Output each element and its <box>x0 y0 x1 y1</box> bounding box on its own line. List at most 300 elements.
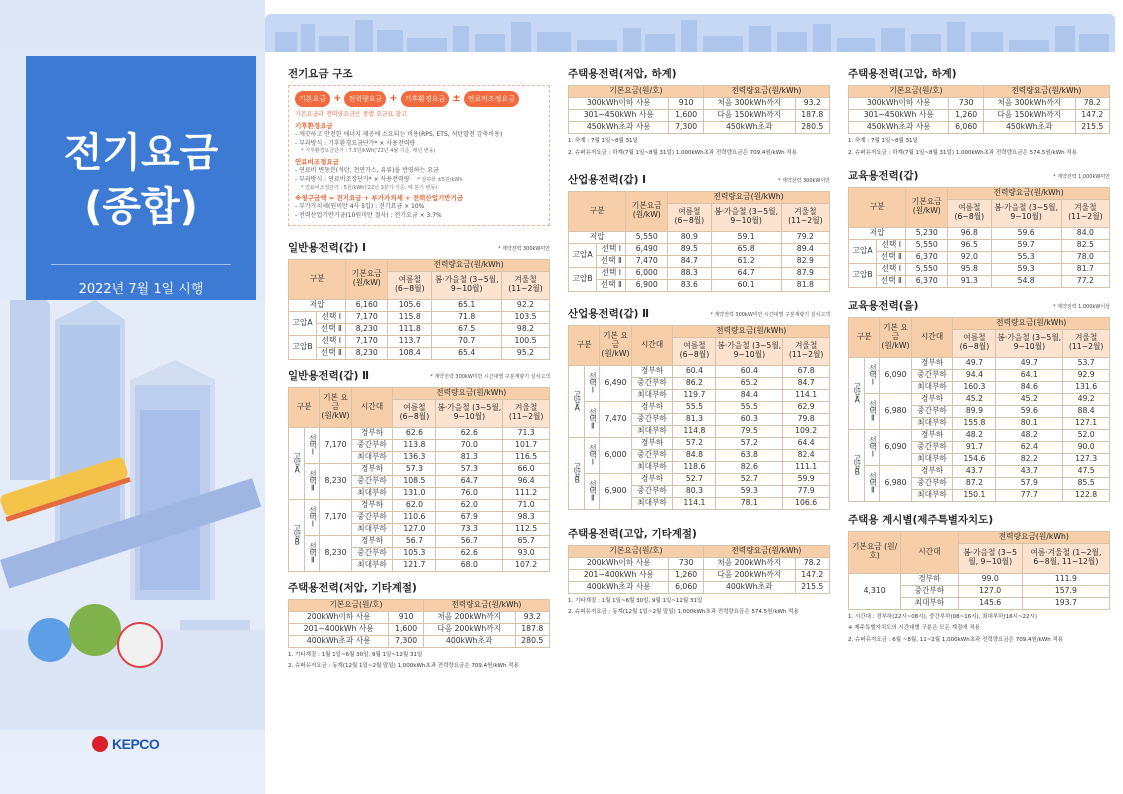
rate-table <box>568 545 830 594</box>
section-heading <box>848 66 1110 81</box>
effective-date: 2022년 7월 1일 시행 <box>78 282 204 297</box>
base-cell: 6,980 <box>880 393 911 429</box>
table-row <box>289 427 550 439</box>
footnote: 1. 하계 : 7월 1일~8월 31일 <box>848 138 918 144</box>
table-cell: 280.5 <box>515 635 549 647</box>
city-illustration <box>0 300 265 730</box>
header-summer: 여름철 (6~8월) <box>948 199 991 227</box>
ind-a2-section <box>568 306 830 510</box>
rate-cell: 49.7 <box>996 357 1063 369</box>
table-row <box>289 299 550 311</box>
rate-cell: 82.5 <box>1061 239 1109 251</box>
rate-cell: 중간부하 <box>631 377 673 389</box>
table-cell: 7,300 <box>669 122 703 134</box>
rate-cell: 92.9 <box>1063 369 1110 381</box>
table-cell: 처음 200kWh까지 <box>703 557 795 569</box>
rate-cell: 64.7 <box>436 475 503 487</box>
fuel-title: 연료비조정요금 <box>295 157 339 166</box>
rate-cell: 89.9 <box>953 405 996 417</box>
footnote: 2. 슈퍼유저요금 : 동계(12월 1일~2월 말일) 1,000kWh초과 전력량요금은 574.5원/kWh 적용 <box>568 609 799 616</box>
cover-title <box>26 126 256 234</box>
header-spring: 봄·가을철 (3~5월, 9~10월) <box>958 543 1022 573</box>
rate-cell: 경부하 <box>351 499 393 511</box>
table-cell: 7,300 <box>389 635 423 647</box>
kepco-mark-icon <box>92 736 108 752</box>
fuel-l2b: * 상하한 ±5원/kWh <box>417 176 463 183</box>
rate-cell: 88.4 <box>1063 405 1110 417</box>
select-cell: 선택Ⅱ <box>304 463 320 499</box>
edu-a-section <box>848 168 1110 288</box>
logo-text: KEPCO <box>112 736 160 752</box>
base-cell: 6,490 <box>600 365 631 401</box>
table-row <box>289 311 550 323</box>
header-spring: 봄·가을철 (3~5월, 9~10월) <box>432 271 502 299</box>
rate-cell: 85.5 <box>1063 477 1110 489</box>
table-row <box>569 255 830 267</box>
table-cell: 처음 300kWh까지 <box>983 98 1075 110</box>
rate-cell: 82.6 <box>716 461 783 473</box>
chip-climate: 기후환경요금 <box>401 91 450 107</box>
header-energy: 전력량요금(원/kWh) <box>953 317 1110 329</box>
table-row <box>289 535 550 547</box>
heading-text: 일반용전력(갑) Ⅱ <box>288 369 370 382</box>
rate-cell: 136.3 <box>393 451 436 463</box>
heading-note: * 계약전력 300kW미만 시간대별 구분계량기 설치고객 <box>710 311 830 318</box>
rate-cell: 84.0 <box>1061 227 1109 239</box>
table-cell: 730 <box>669 557 703 569</box>
table-row <box>849 573 1110 585</box>
table-row <box>289 611 550 623</box>
table-row <box>849 263 1110 275</box>
rate-cell: 91.3 <box>948 275 991 287</box>
group-cell: 고압B <box>569 267 597 291</box>
heading-text: 주택용전력(고압, 하계) <box>848 68 957 80</box>
table-cell: 301~450kWh 사용 <box>849 110 949 122</box>
table-row <box>849 275 1110 287</box>
header-winter: 겨울철 (11~2월) <box>1061 199 1109 227</box>
header-row <box>289 387 550 399</box>
table-cell: 다음 200kWh까지 <box>703 569 795 581</box>
footnote: 2. 슈퍼유저요금 : 동계(12월 1일~2월 말일) 1,000kWh초과 전력량요금은 709.4원/kWh 적용 <box>288 663 519 670</box>
table-cell: 187.8 <box>515 623 549 635</box>
header-type: 구분 <box>849 317 880 357</box>
rate-cell: 157.9 <box>1022 585 1109 597</box>
base-cell: 6,000 <box>600 437 631 473</box>
rate-cell: 84.4 <box>716 389 783 401</box>
climate-l2: - 부과방식 : 기후환경요금단가* × 사용전력량 <box>295 139 416 147</box>
header-base: 기본 요금 (원/kW) <box>320 387 351 427</box>
select-cell: 선택Ⅰ <box>864 429 880 465</box>
rate-cell: 경부하 <box>351 463 393 475</box>
heading-note: * 계약전력 1,000kW이상 <box>1053 303 1110 310</box>
rate-cell: 52.7 <box>716 473 783 485</box>
rate-cell: 최대부하 <box>351 559 393 571</box>
rate-cell: 52.0 <box>1063 429 1110 441</box>
table-row <box>569 122 830 134</box>
header-row <box>569 325 830 337</box>
rate-cell: 145.6 <box>958 597 1022 609</box>
base-cell: 6,000 <box>626 267 668 279</box>
table-row <box>569 401 830 413</box>
header-time: 시간대 <box>631 325 673 365</box>
rate-cell: 최대부하 <box>631 497 673 509</box>
base-cell: 6,980 <box>880 465 911 501</box>
rate-cell: 108.5 <box>393 475 436 487</box>
header-type: 구분 <box>569 191 626 231</box>
rate-cell: 경부하 <box>901 573 958 585</box>
bill-l1: - 부가가치세(원미만 4사 5입) : 전기요금 × 10% <box>295 203 425 211</box>
rate-table <box>288 599 550 648</box>
rate-cell: 131.0 <box>393 487 436 499</box>
rate-cell: 113.8 <box>393 439 436 451</box>
rate-cell: 경부하 <box>351 535 393 547</box>
table-row <box>569 267 830 279</box>
header-winter: 겨울철 (11~2월) <box>781 203 829 231</box>
rate-cell: 82.4 <box>783 449 830 461</box>
table-cell: 201~400kWh 사용 <box>569 569 669 581</box>
select-cell: 선택Ⅱ <box>864 393 880 429</box>
rate-cell: 109.2 <box>783 425 830 437</box>
res-high-summer-section <box>848 66 1110 158</box>
header-row <box>849 531 1110 543</box>
rate-cell: 98.3 <box>503 511 550 523</box>
rate-cell: 127.0 <box>958 585 1022 597</box>
kepco-logo <box>92 736 159 752</box>
heading-text: 일반용전력(갑) Ⅰ <box>288 241 367 254</box>
rate-cell: 최대부하 <box>911 381 953 393</box>
footnote: 1. 기타계절 : 1월 1일~6월 30일, 9월 1일~12월 31일 <box>288 651 423 658</box>
table-row <box>289 635 550 647</box>
rate-cell: 52.7 <box>673 473 716 485</box>
rate-cell: 48.2 <box>953 429 996 441</box>
rate-cell: 112.5 <box>503 523 550 535</box>
rate-cell: 108.4 <box>388 347 432 359</box>
select-cell: 선택 Ⅱ <box>317 323 346 335</box>
base-cell: 4,310 <box>849 573 901 609</box>
table-row <box>849 393 1110 405</box>
rate-cell: 127.1 <box>1063 417 1110 429</box>
table-cell: 400kWh초과 사용 <box>569 581 669 593</box>
group-cell: 고압B <box>569 437 585 509</box>
base-cell: 6,370 <box>906 275 948 287</box>
table-cell: 450kWh초과 사용 <box>569 122 669 134</box>
table-cell: 910 <box>669 98 703 110</box>
table-cell: 730 <box>949 98 983 110</box>
rate-cell: 122.8 <box>1063 489 1110 501</box>
rate-cell: 61.2 <box>711 255 781 267</box>
cover-panel <box>0 0 265 794</box>
select-cell: 선택 Ⅱ <box>877 251 906 263</box>
structure-heading: 전기요금 구조 <box>288 68 353 80</box>
table-cell: 78.2 <box>1075 98 1109 110</box>
rate-cell: 100.5 <box>501 335 549 347</box>
header-spring: 봄·가을철 (3~5월, 9~10월) <box>996 329 1063 357</box>
rate-cell: 56.7 <box>393 535 436 547</box>
rate-cell: 49.7 <box>953 357 996 369</box>
base-cell: 8,230 <box>346 323 388 335</box>
heading-text: 주택용 계시별(제주특별자치도) <box>848 513 994 526</box>
header-energy: 전력량요금(원/kWh) <box>983 86 1109 98</box>
header-energy: 전력량요금(원/kWh) <box>393 387 550 399</box>
rate-cell: 중간부하 <box>911 441 953 453</box>
rate-cell: 114.1 <box>783 389 830 401</box>
rate-cell: 90.0 <box>1063 441 1110 453</box>
header-base: 기본요금(원/호) <box>849 86 984 98</box>
table-row <box>289 347 550 359</box>
rate-cell: 43.7 <box>953 465 996 477</box>
rate-cell: 78.1 <box>716 497 783 509</box>
rate-cell: 81.8 <box>781 279 829 291</box>
base-cell: 6,900 <box>626 279 668 291</box>
section-heading <box>848 298 1110 313</box>
rate-cell: 99.0 <box>958 573 1022 585</box>
select-cell: 선택Ⅰ <box>864 357 880 393</box>
header-energy: 전력량요금(원/kWh) <box>673 325 830 337</box>
rate-cell: 60.4 <box>673 365 716 377</box>
rate-cell: 95.2 <box>501 347 549 359</box>
ind-a1-section <box>568 172 830 292</box>
rate-cell: 89.4 <box>781 243 829 255</box>
rate-cell: 87.9 <box>781 267 829 279</box>
skyline-banner <box>265 14 1115 52</box>
rate-cell: 118.6 <box>673 461 716 473</box>
table-cell: 400kWh초과 <box>423 635 515 647</box>
select-cell: 선택Ⅰ <box>304 499 320 535</box>
rate-cell: 79.5 <box>716 425 783 437</box>
rate-cell: 84.8 <box>673 449 716 461</box>
rate-cell: 64.7 <box>711 267 781 279</box>
rate-cell: 68.0 <box>436 559 503 571</box>
rate-cell: 47.5 <box>1063 465 1110 477</box>
rate-cell: 87.2 <box>953 477 996 489</box>
header-time: 시간대 <box>351 387 393 427</box>
column-1 <box>288 66 550 671</box>
rate-cell: 111.8 <box>388 323 432 335</box>
rate-cell: 최대부하 <box>631 425 673 437</box>
op-1: + <box>333 92 342 104</box>
rate-cell: 93.0 <box>503 547 550 559</box>
bill-title: ※청구금액 = 전기요금 + 부가가치세 + 전력산업기반기금 <box>295 193 464 202</box>
title-line-2: (종합) <box>84 184 198 230</box>
header-energy: 전력량요금(원/kWh) <box>423 599 549 611</box>
table-row <box>569 279 830 291</box>
header-base: 기본 요금 (원/kW) <box>600 325 631 365</box>
table-row <box>289 499 550 511</box>
rate-table <box>848 317 1110 502</box>
header-energy: 전력량요금(원/kWh) <box>958 531 1109 543</box>
group-cell: 고압A <box>289 311 317 335</box>
rate-cell: 79.8 <box>783 413 830 425</box>
base-cell: 6,090 <box>880 357 911 393</box>
rate-cell: 84.6 <box>996 381 1063 393</box>
structure-line1: 기본요금과 전력량요금은 종별 요금표 참고 <box>295 111 407 118</box>
section-heading <box>568 66 830 81</box>
group-cell: 고압A <box>849 357 865 429</box>
table-cell: 215.5 <box>795 581 829 593</box>
rate-cell: 중간부하 <box>351 511 393 523</box>
header-type: 구분 <box>289 387 320 427</box>
gen-a2-section <box>288 368 550 572</box>
cover-title-block <box>26 56 256 314</box>
rate-cell: 57.2 <box>716 437 783 449</box>
bill-l2: - 전력산업기반기금(10원미만 절사) : 전기요금 × 3.7% <box>295 211 442 219</box>
table-cell: 300kWh이하 사용 <box>849 98 949 110</box>
header-spring: 봄·가을철 (3~5월, 9~10월) <box>716 337 783 365</box>
rate-cell: 경부하 <box>631 401 673 413</box>
header-summer: 여름철 (6~8월) <box>668 203 711 231</box>
header-winter: 겨울철 (11~2월) <box>501 271 549 299</box>
rate-cell: 62.6 <box>393 427 436 439</box>
rate-cell: 92.2 <box>501 299 549 311</box>
base-cell: 5,230 <box>906 227 948 239</box>
rate-cell: 106.6 <box>783 497 830 509</box>
header-base: 기본요금(원/호) <box>569 86 704 98</box>
select-cell: 선택Ⅱ <box>584 401 600 437</box>
table-cell: 450kWh초과 사용 <box>849 122 949 134</box>
rate-cell: 중간부하 <box>631 449 673 461</box>
rate-cell: 57.9 <box>996 477 1063 489</box>
group-cell: 고압B <box>289 499 305 571</box>
rate-cell: 71.0 <box>503 499 550 511</box>
table-row <box>849 251 1110 263</box>
rate-cell: 80.1 <box>996 417 1063 429</box>
select-cell: 선택 Ⅰ <box>597 267 626 279</box>
section-heading <box>568 306 830 321</box>
rate-table <box>848 187 1110 288</box>
heading-text: 산업용전력(갑) Ⅰ <box>568 173 647 186</box>
rate-cell: 경부하 <box>351 427 393 439</box>
heading-text: 주택용전력(저압, 기타계절) <box>288 581 417 594</box>
rate-cell: 96.8 <box>948 227 991 239</box>
header-winter: 겨울철 (11~2월) <box>1063 329 1110 357</box>
rate-cell: 63.8 <box>716 449 783 461</box>
table-cell: 910 <box>389 611 423 623</box>
table-row <box>569 437 830 449</box>
table-cell: 6,060 <box>949 122 983 134</box>
table-row <box>569 231 830 243</box>
rate-cell: 최대부하 <box>911 453 953 465</box>
header-type: 구분 <box>289 259 346 299</box>
table-row <box>849 239 1110 251</box>
column-2 <box>568 66 830 617</box>
table-row <box>849 429 1110 441</box>
rate-cell: 92.0 <box>948 251 991 263</box>
header-winter: 겨울철 (11~2월) <box>783 337 830 365</box>
header-base: 기본요금 (원/kW) <box>906 187 948 227</box>
table-row <box>289 323 550 335</box>
res-low-other-section <box>288 580 550 672</box>
select-cell: 선택 Ⅰ <box>317 311 346 323</box>
fuel-l2: - 부과방식 : 연료비조정단가* × 사용전력량 <box>295 175 410 183</box>
table-cell: 93.2 <box>515 611 549 623</box>
rate-cell: 59.1 <box>711 231 781 243</box>
section-heading <box>848 168 1110 183</box>
rate-cell: 111.1 <box>783 461 830 473</box>
rate-cell: 중간부하 <box>351 439 393 451</box>
rate-cell: 60.1 <box>711 279 781 291</box>
section-heading <box>288 580 550 595</box>
select-cell: 선택 Ⅰ <box>877 239 906 251</box>
footnote: 2. 슈퍼유저요금 : 6월 ~8월, 11~2월 1,000kWh초과 전력량요금은 709.4원/kWh 적용 <box>848 637 1064 644</box>
rate-cell: 43.7 <box>996 465 1063 477</box>
rate-cell: 154.6 <box>953 453 996 465</box>
footnote: 1. 시간대 : 경부하(22시~08시), 중간부하(08~16시), 최대부하(16시~22시) <box>848 613 1037 620</box>
edu-b-section <box>848 298 1110 502</box>
rate-cell: 107.2 <box>503 559 550 571</box>
header-time: 시간대 <box>901 531 958 573</box>
chip-base: 기본요금 <box>295 91 330 107</box>
table-row <box>569 557 830 569</box>
rate-cell: 80.3 <box>673 485 716 497</box>
header-energy: 전력량요금(원/kWh) <box>668 191 830 203</box>
rate-cell: 84.7 <box>783 377 830 389</box>
rate-cell: 105.3 <box>393 547 436 559</box>
rate-cell: 65.1 <box>432 299 502 311</box>
table-row <box>849 110 1110 122</box>
rate-cell: 중간부하 <box>911 369 953 381</box>
rate-cell: 82.9 <box>781 255 829 267</box>
group-cell: 저압 <box>849 227 906 239</box>
title-line-1: 전기요금 <box>63 130 219 176</box>
header-row <box>849 317 1110 329</box>
section-heading <box>848 512 1110 527</box>
select-cell: 선택Ⅰ <box>584 437 600 473</box>
rate-cell: 65.7 <box>503 535 550 547</box>
header-base: 기본요금(원/호) <box>289 599 424 611</box>
rate-cell: 73.3 <box>436 523 503 535</box>
rate-cell: 중간부하 <box>351 547 393 559</box>
base-cell: 6,490 <box>626 243 668 255</box>
rate-cell: 113.7 <box>388 335 432 347</box>
rate-cell: 121.7 <box>393 559 436 571</box>
header-row <box>569 86 830 98</box>
table-cell: 처음 200kWh까지 <box>423 611 515 623</box>
header-summer: 여름철 (6~8월) <box>673 337 716 365</box>
rate-cell: 중간부하 <box>631 485 673 497</box>
op-3: ± <box>452 92 461 104</box>
rate-cell: 59.7 <box>991 239 1061 251</box>
rate-cell: 45.2 <box>953 393 996 405</box>
rate-cell: 59.3 <box>991 263 1061 275</box>
header-energy: 전력량요금(원/kWh) <box>388 259 550 271</box>
rate-cell: 48.2 <box>996 429 1063 441</box>
rate-cell: 119.7 <box>673 389 716 401</box>
rate-cell: 79.2 <box>781 231 829 243</box>
rate-table <box>288 259 550 360</box>
res-high-other-section <box>568 526 830 618</box>
table-row <box>569 110 830 122</box>
rate-cell: 91.7 <box>953 441 996 453</box>
rate-cell: 57.3 <box>436 463 503 475</box>
header-spring: 봄·가을철 (3~5월, 9~10월) <box>711 203 781 231</box>
structure-box <box>288 85 550 226</box>
section-heading <box>288 240 550 255</box>
table-cell: 400kWh초과 <box>703 581 795 593</box>
rate-cell: 66.0 <box>503 463 550 475</box>
rate-cell: 77.7 <box>996 489 1063 501</box>
rate-cell: 경부하 <box>911 393 953 405</box>
table-row <box>849 465 1110 477</box>
group-cell: 고압B <box>289 335 317 359</box>
rate-table <box>848 85 1110 134</box>
rate-cell: 54.8 <box>991 275 1061 287</box>
rate-cell: 62.6 <box>436 547 503 559</box>
header-row <box>569 545 830 557</box>
header-row <box>849 86 1110 98</box>
rate-table <box>288 387 550 572</box>
rate-cell: 62.4 <box>996 441 1063 453</box>
rate-cell: 77.9 <box>783 485 830 497</box>
